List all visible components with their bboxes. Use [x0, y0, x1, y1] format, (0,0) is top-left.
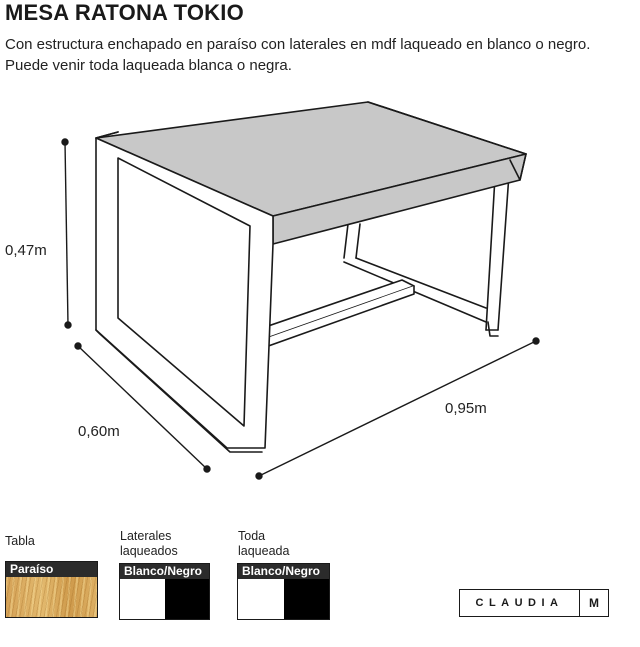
black-swatch [284, 579, 330, 619]
swatch-blanco-negro-laterales [119, 563, 210, 620]
height-dimension: 0,47m [5, 242, 47, 259]
product-description: Con estructura enchapado en paraíso con laterales en mdf laqueado en blanco o negro. Puede venir toda laqueada blanca o negra. [5, 36, 591, 74]
brand-mark: M [589, 596, 599, 610]
swatch-blanco-negro-toda [237, 563, 330, 620]
width-dimension: 0,95m [445, 400, 487, 417]
white-swatch [238, 579, 284, 619]
option-label-tabla: Tabla [5, 534, 35, 548]
page-title: MESA RATONA TOKIO [5, 0, 244, 25]
swatch-title: Paraíso [6, 562, 97, 577]
swatch-paraiso [5, 561, 98, 618]
swatch-title: Blanco/Negro [120, 564, 209, 579]
brand-name: CLAUDIA [460, 590, 580, 616]
depth-dimension: 0,60m [78, 423, 120, 440]
option-label-toda: Toda laqueada [238, 529, 290, 558]
black-swatch [165, 579, 210, 619]
white-swatch [120, 579, 165, 619]
option-label-laterales: Laterales laqueados [120, 529, 178, 558]
wood-swatch-texture [6, 577, 97, 617]
swatch-title: Blanco/Negro [238, 564, 329, 579]
brand-logo [459, 589, 609, 617]
